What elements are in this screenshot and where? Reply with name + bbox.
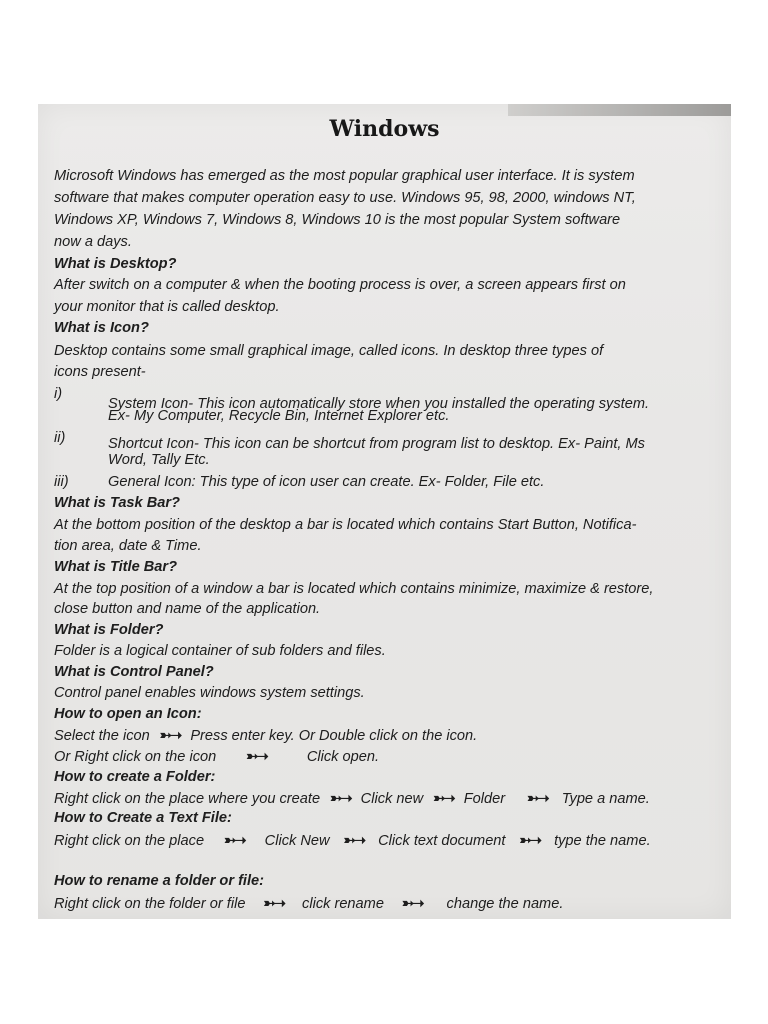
create-folder-steps xyxy=(54,790,650,807)
arrow-icon: ➳➝ xyxy=(263,896,284,912)
icon-answer-1: Desktop contains some small graphical image, called icons. In desktop three types of xyxy=(54,343,604,359)
create-text-step-2: Click New xyxy=(264,833,330,849)
create-folder-step-2: Click new xyxy=(360,791,424,807)
arrow-icon: ➳➝ xyxy=(343,833,365,849)
taskbar-answer-2: tion area, date & Time. xyxy=(54,538,202,554)
intro-line-1: Microsoft Windows has emerged as the most popular graphical user interface. It is system xyxy=(54,168,635,184)
arrow-icon: ➳➝ xyxy=(433,791,454,807)
arrow-icon: ➳➝ xyxy=(330,791,351,807)
open-icon-alt-step-1: Or Right click on the icon xyxy=(54,749,217,765)
rename-step-2: click rename xyxy=(302,896,384,912)
rename-steps xyxy=(54,895,563,912)
create-text-step-4: type the name. xyxy=(554,833,651,849)
open-icon-line-2 xyxy=(54,748,379,765)
icon-item-2-line-2: Word, Tally Etc. xyxy=(108,452,210,468)
icon-item-num-2: ii) xyxy=(54,430,66,446)
arrow-icon: ➳➝ xyxy=(224,833,245,849)
taskbar-answer-1: At the bottom position of the desktop a bar is located which contains Start Button, Notifica- xyxy=(54,517,637,533)
icon-item-3-line-1: General Icon: This type of icon user can create. Ex- Folder, File etc. xyxy=(108,474,545,490)
intro-line-3: Windows XP, Windows 7, Windows 8, Windows 10 is the most popular System software xyxy=(54,212,621,228)
desktop-answer-2: your monitor that is called desktop. xyxy=(54,299,280,315)
rename-question: How to rename a folder or file: xyxy=(54,873,265,889)
create-text-step-3: Click text document xyxy=(378,833,506,849)
icon-item-num-1: i) xyxy=(54,386,63,402)
arrow-icon: ➳➝ xyxy=(402,896,423,912)
open-icon-step-2: Press enter key. Or Double click on the icon. xyxy=(190,728,478,744)
page-title: Windows xyxy=(329,116,440,142)
arrow-icon: ➳➝ xyxy=(519,833,541,849)
open-icon-question: How to open an Icon: xyxy=(54,706,202,722)
open-icon-alt-step-2: Click open. xyxy=(306,749,380,765)
icon-item-1-line-2: Ex- My Computer, Recycle Bin, Internet Explorer etc. xyxy=(108,408,450,424)
folder-answer: Folder is a logical container of sub folders and files. xyxy=(54,643,386,659)
folder-question: What is Folder? xyxy=(54,622,164,638)
create-folder-step-1: Right click on the place where you create xyxy=(54,791,321,807)
control-panel-answer: Control panel enables windows system settings. xyxy=(54,685,365,701)
desktop-question: What is Desktop? xyxy=(54,256,177,272)
icon-item-2-line-1: Shortcut Icon- This icon can be shortcut from program list to desktop. Ex- Paint, Ms xyxy=(108,436,645,452)
create-text-steps xyxy=(54,832,651,849)
arrow-icon: ➳➝ xyxy=(527,791,548,807)
open-icon-step-1: Select the icon xyxy=(54,728,150,744)
intro-line-4: now a days. xyxy=(54,234,132,250)
titlebar-question: What is Title Bar? xyxy=(54,559,177,575)
rename-step-3: change the name. xyxy=(446,896,564,912)
intro-line-2: software that makes computer operation easy to use. Windows 95, 98, 2000, windows NT, xyxy=(54,190,636,206)
create-folder-step-4: Type a name. xyxy=(561,791,650,807)
icon-answer-2: icons present- xyxy=(54,364,146,380)
create-text-step-1: Right click on the place xyxy=(54,833,205,849)
icon-question: What is Icon? xyxy=(54,320,149,336)
page-content xyxy=(38,104,731,919)
document-page xyxy=(38,104,731,919)
create-text-question: How to Create a Text File: xyxy=(54,810,232,826)
arrow-icon: ➳➝ xyxy=(159,728,181,744)
titlebar-answer-1: At the top position of a window a bar is located which contains minimize, maximize & restore, xyxy=(54,581,654,597)
taskbar-question: What is Task Bar? xyxy=(54,495,180,511)
control-panel-question: What is Control Panel? xyxy=(54,664,214,680)
open-icon-line-1 xyxy=(54,727,477,744)
create-folder-question: How to create a Folder: xyxy=(54,769,216,785)
titlebar-answer-2: close button and name of the application. xyxy=(54,601,321,617)
arrow-icon: ➳➝ xyxy=(246,749,267,765)
rename-step-1: Right click on the folder or file xyxy=(54,896,246,912)
icon-item-num-3: iii) xyxy=(54,474,69,490)
icon-item-1-line-1: System Icon- This icon automatically store when you installed the operating system. xyxy=(108,396,650,412)
desktop-answer-1: After switch on a computer & when the booting process is over, a screen appears first on xyxy=(54,277,626,293)
create-folder-step-3: Folder xyxy=(463,791,506,807)
